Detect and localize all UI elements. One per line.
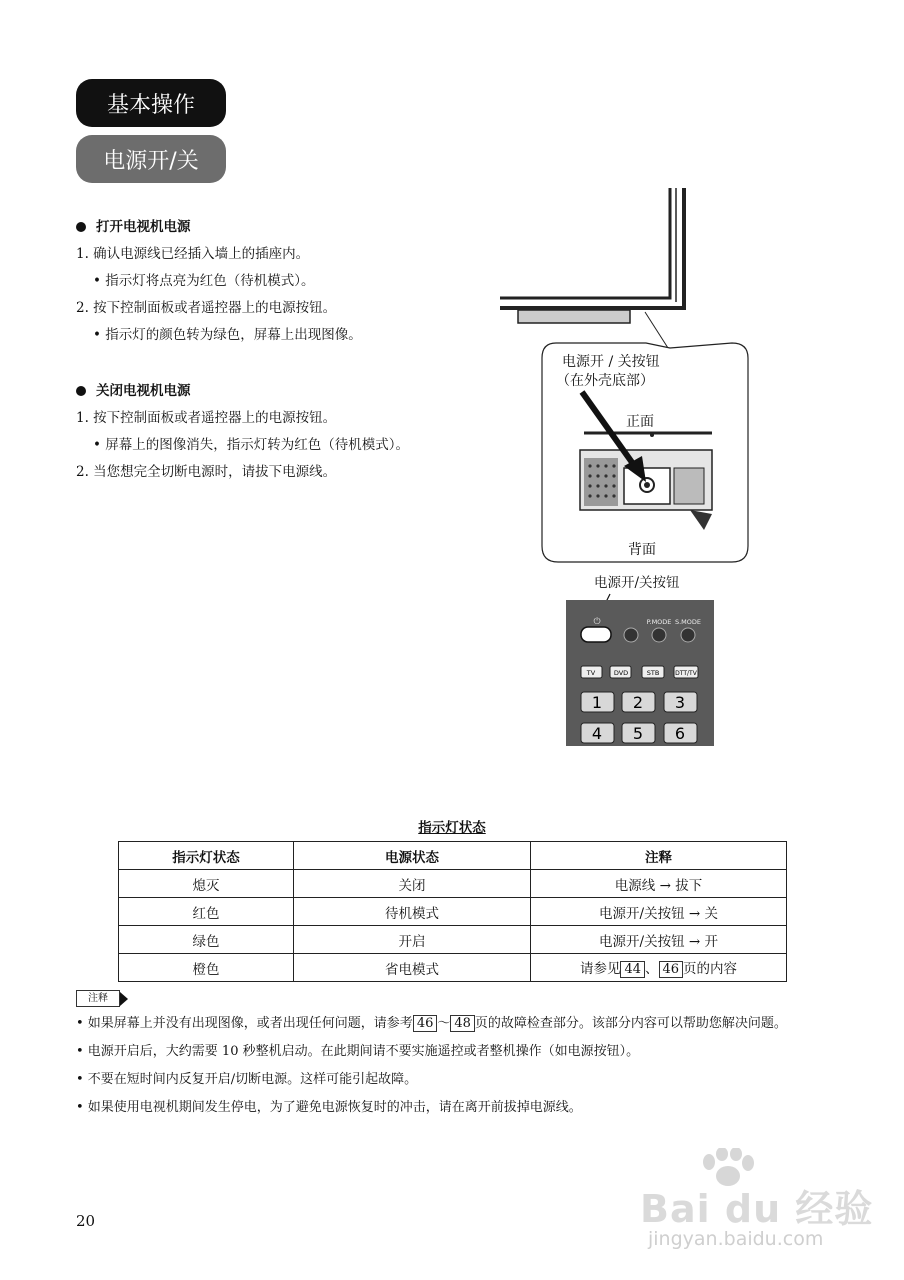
note-1: • 如果屏幕上并没有出现图像，或者出现任何问题，请参考 46 ～ 48 页的故障检查部分。该部分内容可以帮助您解决问题。 — [76, 1016, 787, 1031]
digit-1[interactable]: 1 — [591, 693, 603, 712]
table-cell: 绿色 — [119, 926, 294, 954]
source-dvd[interactable]: DVD — [613, 669, 629, 677]
bullet-icon — [76, 222, 86, 232]
bullet-icon — [76, 386, 86, 396]
tv-illustration — [500, 188, 752, 564]
pmode-label: P.MODE — [646, 618, 672, 626]
table-cell: 关闭 — [294, 870, 531, 898]
watermark-brand: Bai du 经验 — [640, 1187, 874, 1231]
subsection-heading: 电源开/关 — [76, 135, 226, 183]
digit-2[interactable]: 2 — [632, 693, 644, 712]
table-header-row — [119, 842, 787, 870]
table-header: 注释 — [531, 842, 787, 870]
notes-tag: 注释 — [76, 990, 120, 1007]
page-ref[interactable]: 48 — [450, 1015, 475, 1032]
watermark-url: jingyan.baidu.com — [648, 1228, 824, 1250]
table-caption: 指示灯状态 — [418, 820, 486, 836]
power-on-line-2: • 指示灯将点亮为红色（待机模式）。 — [93, 273, 315, 289]
table-cell: 熄灭 — [119, 870, 294, 898]
table-cell: 电源线 → 拔下 — [531, 870, 787, 898]
page-ref[interactable]: 46 — [659, 961, 684, 978]
smode-label: S.MODE — [674, 618, 702, 626]
indicator-table — [118, 841, 787, 982]
digit-5[interactable]: 5 — [632, 724, 644, 743]
power-on-line-3: 2. 按下控制面板或者遥控器上的电源按钮。 — [76, 300, 337, 316]
source-tv[interactable]: TV — [586, 669, 596, 677]
source-dtt[interactable]: DTT/TV — [675, 670, 697, 677]
power-off-line-2: • 屏幕上的图像消失，指示灯转为红色（待机模式）。 — [93, 437, 410, 453]
power-off-title — [76, 382, 191, 400]
callout-label-1: 电源开 / 关按钮 — [562, 354, 660, 370]
table-cell: 红色 — [119, 898, 294, 926]
remote-caption: 电源开/关按钮 — [594, 575, 680, 591]
power-on-line-4: • 指示灯的颜色转为绿色，屏幕上出现图像。 — [93, 327, 362, 343]
digit-3[interactable]: 3 — [674, 693, 686, 712]
power-on-title-text: 打开电视机电源 — [96, 219, 191, 235]
table-cell: 电源开/关按钮 → 关 — [531, 898, 787, 926]
note-2: • 电源开启后，大约需要 10 秒整机启动。在此期间请不要实施遥控或者整机操作（如电源按钮）。 — [76, 1044, 640, 1059]
table-cell: 橙色 — [119, 954, 294, 982]
table-row — [119, 898, 787, 926]
page-ref[interactable]: 46 — [413, 1015, 438, 1032]
arrow-icon: → — [688, 933, 701, 950]
remote-illustration — [566, 592, 714, 746]
note-4: • 如果使用电视机期间发生停电，为了避免电源恢复时的冲击，请在离开前拔掉电源线。 — [76, 1100, 582, 1115]
table-cell: 请参见 44 、 46 页的内容 — [531, 954, 787, 982]
power-on-line-1: 1. 确认电源线已经插入墙上的插座内。 — [76, 246, 310, 262]
table-row — [119, 870, 787, 898]
note-3: • 不要在短时间内反复开启/切断电源。这样可能引起故障。 — [76, 1072, 418, 1087]
back-label: 背面 — [628, 542, 656, 558]
table-header: 指示灯状态 — [119, 842, 294, 870]
table-cell: 开启 — [294, 926, 531, 954]
callout-label-2: （在外壳底部） — [556, 373, 654, 389]
digit-6[interactable]: 6 — [674, 724, 686, 743]
table-cell: 电源开/关按钮 → 开 — [531, 926, 787, 954]
page-number: 20 — [76, 1212, 96, 1230]
remote-power-button[interactable] — [581, 627, 611, 642]
table-row — [119, 954, 787, 982]
section-heading: 基本操作 — [76, 79, 226, 127]
table-cell: 待机模式 — [294, 898, 531, 926]
source-stb[interactable]: STB — [646, 669, 660, 677]
power-glyph: ⏻ — [593, 617, 601, 627]
watermark — [640, 1160, 890, 1260]
power-off-title-text: 关闭电视机电源 — [96, 383, 191, 399]
arrow-icon: → — [659, 877, 671, 894]
power-off-line-3: 2. 当您想完全切断电源时，请拔下电源线。 — [76, 464, 337, 480]
page-ref[interactable]: 44 — [620, 961, 645, 978]
arrow-icon: → — [688, 905, 701, 922]
power-on-title — [76, 218, 191, 236]
table-header: 电源状态 — [294, 842, 531, 870]
digit-4[interactable]: 4 — [591, 724, 603, 743]
power-off-line-1: 1. 按下控制面板或者遥控器上的电源按钮。 — [76, 410, 337, 426]
table-row — [119, 926, 787, 954]
front-label: 正面 — [626, 414, 654, 430]
table-cell: 省电模式 — [294, 954, 531, 982]
